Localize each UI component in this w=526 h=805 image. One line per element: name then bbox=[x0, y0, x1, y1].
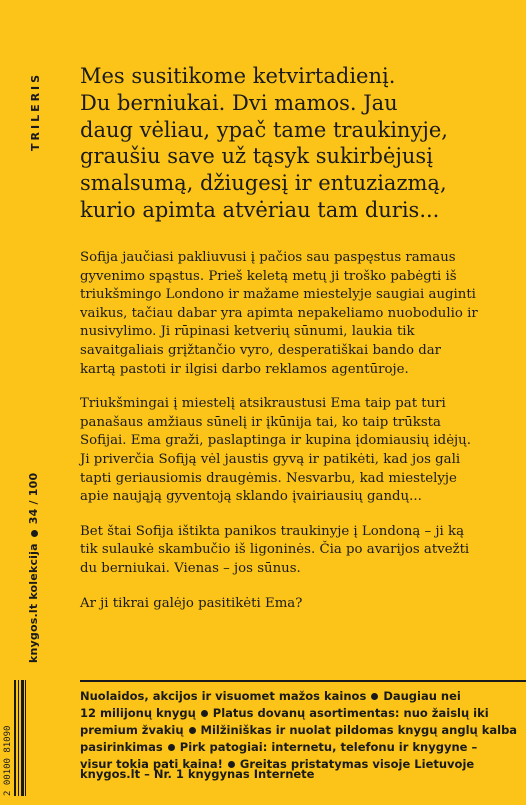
benefit-text: Nuolaidos, akcijos ir visuomet mažos kainos bbox=[80, 689, 367, 703]
blurb-paragraph: Sofija jaučiasi pakliuvusi į pačios sau paspęstus ramaus gyvenimo spąstus. Prieš keletą metų ji troško pabėgti iš triukšmingo Londono ir mažame miestelyje saugiai auginti vaikus, tačiau dabar yra apimta nepakeliamo nuobodulio ir nusivylimo. Ji rūpinasi ketverių sūnumi, laukia tik savaitgaliais grįžtančio vyro, desperatiškai bando dar kartą pastoti ir ilgisi darbo reklamos agentūroje. bbox=[80, 250, 478, 377]
bullet-icon bbox=[168, 744, 175, 751]
benefit-text: 12 milijonų knygų bbox=[80, 706, 196, 720]
benefit-text: premium žvakių bbox=[80, 723, 184, 737]
bullet-icon bbox=[31, 530, 38, 537]
teaser-line: kurio apimta atvėriau tam duris... bbox=[80, 197, 440, 222]
series-label bbox=[27, 473, 40, 663]
store-benefits bbox=[80, 688, 518, 773]
benefits-line bbox=[80, 688, 510, 705]
benefits-line bbox=[80, 739, 510, 756]
benefit-text: Platus dovanų asortimentas: nuo žaislų iki bbox=[212, 706, 489, 720]
teaser-line: graušiu save už tąsyk sukirbėjusį bbox=[80, 144, 433, 169]
bullet-icon bbox=[189, 727, 196, 734]
series-name: knygos.lt kolekcija bbox=[27, 543, 40, 663]
blurb-paragraph: Ar ji tikrai galėjo pasitikėti Ema? bbox=[80, 595, 303, 611]
benefits-line bbox=[80, 705, 510, 722]
store-tagline: knygos.lt – Nr. 1 knygynas Internete bbox=[80, 767, 315, 781]
barcode bbox=[0, 678, 28, 801]
barcode-number: 2 00100 81090 bbox=[3, 725, 13, 796]
benefits-line bbox=[80, 722, 518, 739]
benefit-text: Pirk patogiai: internetu, telefonu ir knygyne – bbox=[179, 740, 478, 754]
benefit-text: Greitas pristatymas visoje Lietuvoje bbox=[239, 757, 475, 771]
teaser-line: smalsumą, džiugesį ir entuziazmą, bbox=[80, 171, 447, 196]
benefit-text: pasirinkimas bbox=[80, 740, 163, 754]
genre-label: TRILERIS bbox=[29, 71, 42, 151]
series-number: 34 / 100 bbox=[27, 472, 40, 525]
bullet-icon bbox=[371, 693, 378, 700]
blurb-paragraph: Bet štai Sofija ištikta panikos traukinyje į Londoną – ji ką tik sulaukė skambučio iš ligoninės. Čia po avarijos atvežti du berniukai. Vienas – jos sūnus. bbox=[80, 523, 470, 576]
bullet-icon bbox=[201, 710, 208, 717]
blurb-paragraph: Triukšmingai į miestelį atsikraustusi Ema taip pat turi panašaus amžiaus sūnelį ir įkūnija tai, ko taip trūksta Sofijai. Ema graži, paslaptinga ir kupina įdomiausių idėjų. Ji priverčia Sofiją vėl jaustis gyvą ir patikėti, kad jos gali tapti geriausiomis draugėmis. Nesvarbu, kad miestelyje apie naująją gyventoją sklando įvairiausių gandų... bbox=[80, 396, 471, 505]
teaser-quote bbox=[80, 63, 480, 224]
teaser-line: Du berniukai. Dvi mamos. Jau bbox=[80, 90, 398, 115]
divider bbox=[80, 680, 526, 682]
teaser-line: Mes susitikome ketvirtadienį. bbox=[80, 64, 396, 88]
benefit-text: Daugiau nei bbox=[383, 689, 461, 703]
teaser-line: daug vėliau, ypač tame traukinyje, bbox=[80, 117, 448, 142]
blurb bbox=[80, 249, 480, 629]
benefit-text: Milžiniškas ir nuolat pildomas knygų anglų kalba bbox=[200, 723, 518, 737]
benefit-text: visur tokia pati kaina! bbox=[80, 757, 223, 771]
